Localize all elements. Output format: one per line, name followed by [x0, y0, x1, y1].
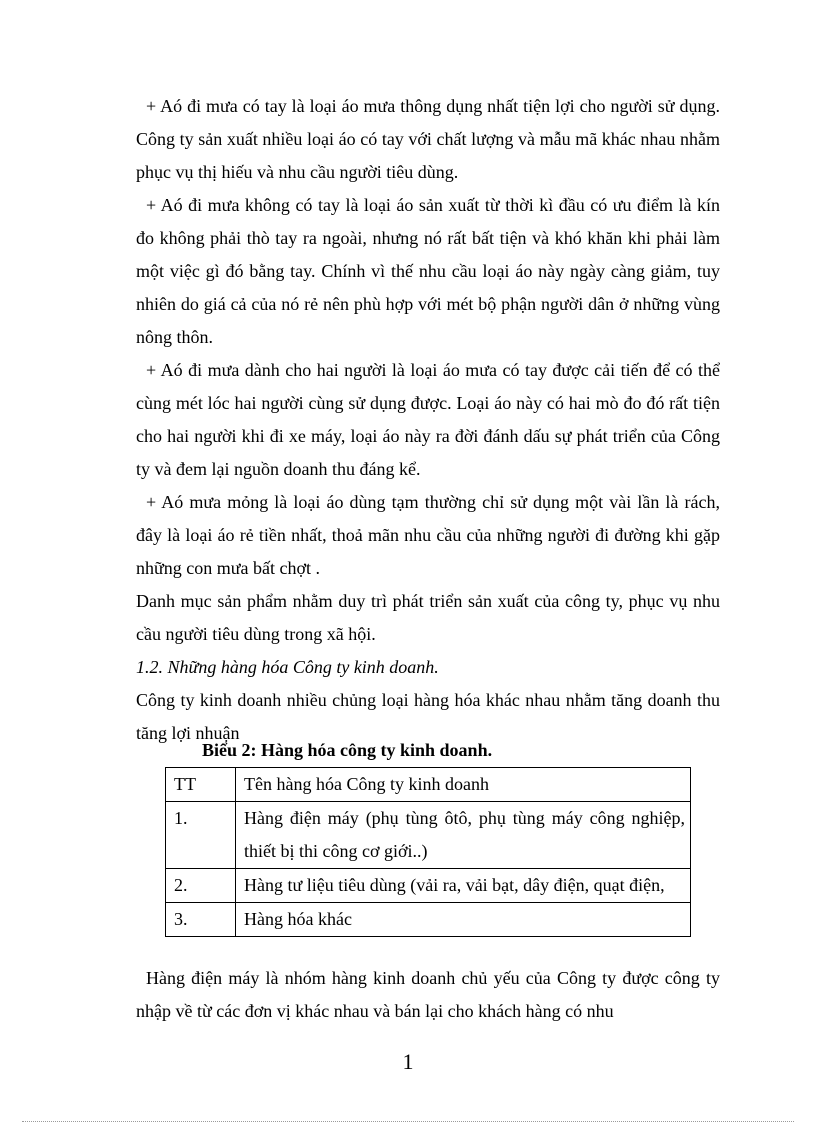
- paragraph-raincoat-with-sleeves: + Aó đi mưa có tay là loại áo mưa thông dụng nhất tiện lợi cho người sử dụng. Công ty sản xuất nhiều loại áo có tay với chất lượng và mẫu mã khác nhau nhằm phục vụ thị hiếu và nhu cầu người tiêu dùng.: [136, 96, 720, 182]
- page-bottom-divider: [22, 1121, 794, 1122]
- table-row: [166, 903, 691, 937]
- section-heading: 1.2. Những hàng hóa Công ty kinh doanh.: [136, 657, 439, 677]
- paragraph-thin-raincoat: + Aó mưa mỏng là loại áo dùng tạm thường chỉ sử dụng một vài lần là rách, đây là loại áo rẻ tiền nhất, thoả mãn nhu cầu của những người đi đường khi gặp những con mưa bất chợt .: [136, 492, 720, 578]
- paragraph-raincoat-without-sleeves: + Aó đi mưa không có tay là loại áo sản xuất từ thời kì đầu có ưu điểm là kín đo không phải thò tay ra ngoài, nhưng nó rất bất tiện và khó khăn khi phải làm một việc gì đó bằng tay. Chính vì thế nhu cầu loại áo này ngày càng giảm, tuy nhiên do giá cả của nó rẻ nên phù hợp với mét bộ phận người dân ở những vùng nông thôn.: [136, 195, 720, 347]
- row-number-cell: 2.: [166, 869, 236, 903]
- closing-text: [136, 962, 720, 1028]
- row-name-cell: Hàng tư liệu tiêu dùng (vải ra, vải bạt, dây điện, quạt điện,: [236, 869, 691, 903]
- table-row: [166, 802, 691, 869]
- header-cell-tt: TT: [166, 768, 236, 802]
- table-caption: Biểu 2: Hàng hóa công ty kinh doanh.: [202, 740, 493, 760]
- row-name-cell: Hàng điện máy (phụ tùng ôtô, phụ tùng máy công nghiệp, thiết bị thi công cơ giới..): [236, 802, 691, 869]
- header-cell-name: Tên hàng hóa Công ty kinh doanh: [236, 768, 691, 802]
- paragraph-product-list: Danh mục sản phẩm nhằm duy trì phát triển sản xuất của công ty, phục vụ nhu cầu người tiêu dùng trong xã hội.: [136, 591, 720, 644]
- table-row: [166, 869, 691, 903]
- row-number-cell: 3.: [166, 903, 236, 937]
- goods-table: [165, 767, 691, 937]
- paragraph-raincoat-for-two: + Aó đi mưa dành cho hai người là loại áo mưa có tay được cải tiến để có thể cùng mét lóc hai người cùng sử dụng được. Loại áo này có hai mò đo đó rất tiện cho hai người khi đi xe máy, loại áo này ra đời đánh dấu sự phát triển của Công ty và đem lại nguồn doanh thu đáng kể.: [136, 360, 720, 479]
- page-number: 1: [402, 1049, 414, 1074]
- row-number-cell: 1.: [166, 802, 236, 869]
- section-intro: Công ty kinh doanh nhiều chủng loại hàng hóa khác nhau nhằm tăng doanh thu tăng lợi nhuận: [136, 690, 720, 743]
- table-header-row: [166, 768, 691, 802]
- closing-paragraph: Hàng điện máy là nhóm hàng kinh doanh chủ yếu của Công ty được công ty nhập về từ các đơn vị khác nhau và bán lại cho khách hàng có nhu: [136, 968, 720, 1021]
- body-text: [136, 90, 720, 750]
- row-name-cell: Hàng hóa khác: [236, 903, 691, 937]
